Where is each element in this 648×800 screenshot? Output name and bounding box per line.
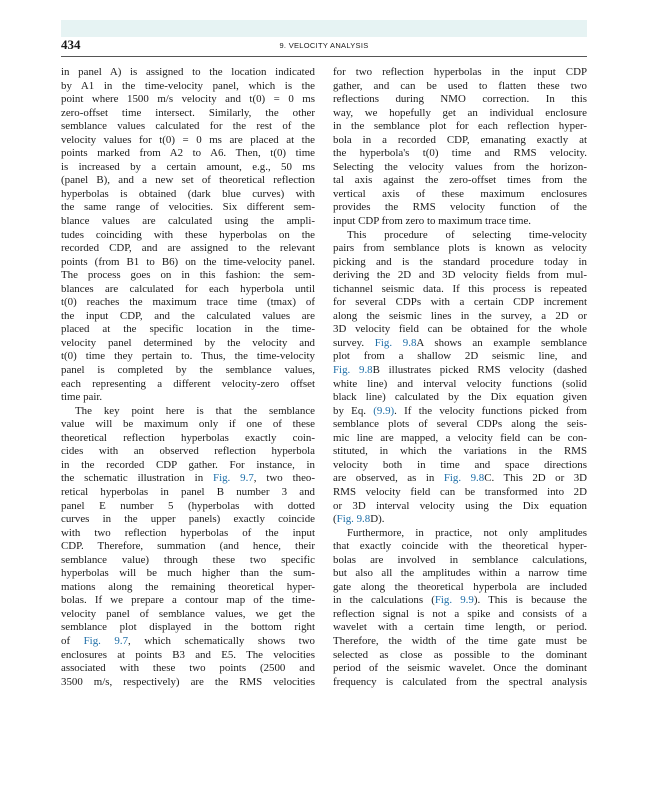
text-line: [61, 472, 315, 486]
text-line: blances are calculated for each hyperbola until: [61, 282, 315, 295]
text-line: associated with these two points (2500 and: [61, 662, 315, 675]
line-text: A shows an example semblance: [416, 336, 587, 349]
cross-reference-link[interactable]: Fig. 9.7: [213, 472, 254, 485]
line-text: . If the velocity functions picked from: [394, 404, 587, 417]
text-line: recorded CDP, and are assigned to the relevant: [61, 242, 315, 255]
text-line: vertical axis of these maximum enclosures: [333, 187, 587, 200]
line-text: ). This is because the: [473, 594, 587, 607]
text-line: semblance plots of several CDPs along the seis-: [333, 418, 587, 431]
text-line: tal axis against the zero-offset times from the: [333, 174, 587, 187]
text-line: Selecting the velocity values from the horizon-: [333, 160, 587, 173]
header-rule: [61, 56, 587, 57]
text-line: the input CDP, and the calculated values are: [61, 309, 315, 322]
text-line: points marked from A2 to A6. Then, t(0) time: [61, 147, 315, 160]
text-line: pairs from semblance plots is known as velocity: [333, 242, 587, 255]
text-line: reflections during NMO correction. In this: [333, 93, 587, 106]
text-line: placed at the specific location in the time-: [61, 323, 315, 336]
cross-reference-link[interactable]: Fig. 9.8: [336, 513, 371, 526]
text-line: points (from B1 to B6) on the time-velocity panel.: [61, 255, 315, 268]
line-text: the schematic illustration in: [61, 472, 214, 485]
text-line: [333, 337, 587, 351]
line-text: survey.: [333, 336, 375, 349]
text-line: or 3D interval velocity using the Dix equation: [333, 499, 587, 512]
text-line: provides the RMS velocity function of the: [333, 201, 587, 214]
text-line: picking and is the standard procedure today in: [333, 255, 587, 268]
text-line: is increased by a certain amount, e.g., 50 ms: [61, 160, 315, 173]
page-number: 434: [61, 37, 81, 52]
text-line: [333, 513, 587, 527]
text-line: mic line are mapped, a velocity field can be con-: [333, 431, 587, 444]
text-line: velocity values for t(0) = 0 ms are placed at the: [61, 133, 315, 146]
text-line: Furthermore, in practice, not only amplitudes: [347, 526, 587, 539]
text-line: in the semblance plot for each reflection hyper-: [333, 120, 587, 133]
text-line: plot from a shallow 2D seismic line, and: [333, 350, 587, 363]
text-line: This procedure of selecting time-velocity: [347, 228, 587, 241]
line-text: D).: [370, 513, 385, 526]
text-line: (panel B), and a new set of theoretical reflection: [61, 174, 315, 187]
text-line: way, we hopefully get an individual enclosure: [333, 106, 587, 119]
text-line: cides with an observed reflection hyperbola: [61, 445, 315, 458]
text-line: the hyperbola's t(0) time and RMS velocity.: [333, 147, 587, 160]
text-line: hyperbolas is obtained (dark blue curves) with: [61, 187, 315, 200]
text-line: stituted, in which the variations in the RMS: [333, 445, 587, 458]
text-line: bolas are involved in semblance calculations,: [333, 553, 587, 566]
text-line: but also all the amplitudes within a narrow time: [333, 567, 587, 580]
text-line: [333, 472, 587, 486]
text-line: along the seismic lines in the survey, a 2D or: [333, 309, 587, 322]
text-line: retical hyperbolas in panel B number 3 and: [61, 485, 315, 498]
text-line: for several CDPs with a certain CDP increment: [333, 296, 587, 309]
text-line: period of the seismic wavelet. Once the dominant: [333, 662, 587, 675]
line-text: are observed, as in: [333, 472, 444, 485]
text-line: deriving the 2D and 3D velocity fields from mul-: [333, 269, 587, 282]
text-line: zero-offset time intersect. Similarly, the other: [61, 106, 315, 119]
text-line: with two reflection hyperbolas of the input: [61, 526, 315, 539]
line-text: in the calculations (: [333, 594, 435, 607]
text-line: mations along the remaining theoretical hyper-: [61, 580, 315, 593]
text-line: t(0) reaches the maximum trace time (tmax) of: [61, 296, 315, 309]
text-line: semblance values calculated for the rest of the: [61, 120, 315, 133]
text-line: [333, 594, 587, 608]
text-line: [333, 405, 587, 419]
text-line: point where 1500 m/s velocity and t(0) = 0 ms: [61, 93, 315, 106]
line-text: of: [61, 634, 84, 647]
text-line: frequency is calculated from the spectral analysis: [333, 675, 587, 688]
text-line: RMS velocity field can be transformed into 2D: [333, 485, 587, 498]
text-line: semblance value) through these two specific: [61, 553, 315, 566]
text-line: curves in the upper panels) exactly coincide: [61, 513, 315, 526]
text-line: velocity panel of semblance values, we get the: [61, 607, 315, 620]
text-line: bolas. If we prepare a contour map of the time-: [61, 594, 315, 607]
text-line: The key point here is that the semblance: [75, 404, 315, 417]
text-line: reflection signal is not a spike and consists of a: [333, 607, 587, 620]
text-line: [333, 364, 587, 378]
text-line: wavelet with a certain time length, or period.: [333, 621, 587, 634]
line-text: , which schematically shows two: [128, 634, 316, 647]
text-line: tichannel seismic data. If this process is repeated: [333, 282, 587, 295]
cross-reference-link[interactable]: Fig. 9.8: [443, 472, 485, 485]
text-line: bola in a recorded CDP, emanating exactly at: [333, 133, 587, 146]
text-line: CDP. Therefore, summation (and hence, their: [61, 540, 315, 553]
text-line: black line) calculated by the Dix equation given: [333, 391, 587, 404]
text-line: panel is completed by the semblance values,: [61, 364, 315, 377]
text-line: tudes coinciding with these hyperbolas on the: [61, 228, 315, 241]
text-line: hyperbolas will be much higher than the sum-: [61, 567, 315, 580]
running-head: 9. VELOCITY ANALYSIS: [279, 41, 369, 50]
text-line: in panel A) is assigned to the location indicated: [61, 66, 315, 78]
line-text: C. This 2D or 3D: [484, 472, 588, 485]
text-line: the same range of velocities. Six different sem-: [61, 201, 315, 214]
cross-reference-link[interactable]: (9.9): [373, 404, 395, 417]
text-line: gather, and can be used to flatten these two: [333, 79, 587, 92]
text-line: t(0) time they pertain to. Thus, the time-velocity: [61, 350, 315, 363]
text-line: white line) and interval velocity functions (solid: [333, 377, 587, 390]
text-line: enclosures at points B3 and E5. The velocities: [61, 648, 315, 661]
cross-reference-link[interactable]: Fig. 9.7: [83, 634, 129, 647]
text-line: gate along the theoretical hyperbola are included: [333, 580, 587, 593]
right-column: [333, 66, 587, 689]
text-line: The process goes on in this fashion: the sem-: [61, 269, 315, 282]
text-line: Therefore, the width of the time gate must be: [333, 634, 587, 647]
text-line: panel E number 5 (hyperbolas with dotted: [61, 499, 315, 512]
left-column: [61, 66, 315, 689]
text-line: each representing a different velocity-zero offset: [61, 377, 315, 390]
text-line: [61, 635, 315, 649]
text-line: semblance plot displayed in the bottom right: [61, 621, 315, 634]
text-line: selected as close as possible to the dominant: [333, 648, 587, 661]
text-line: value will be maximum only if one of these: [61, 418, 315, 431]
text-line: velocity panel determined by the velocity and: [61, 336, 315, 349]
text-line: 3D velocity field can be obtained for the whole: [333, 323, 587, 336]
text-line: for two reflection hyperbolas in the input CDP: [333, 66, 587, 78]
line-text: (: [333, 513, 337, 526]
text-line: by A1 in the time-velocity panel, which is the: [61, 79, 315, 92]
line-text: , two theo-: [253, 472, 315, 485]
line-text: by Eq.: [333, 404, 374, 417]
cross-reference-link[interactable]: Fig. 9.8: [333, 364, 373, 377]
text-line: in the recorded CDP gather. For instance, in: [61, 458, 315, 471]
text-line: input CDP from zero to maximum trace time.: [333, 215, 532, 228]
text-line: that exactly coincide with the theoretical hyper-: [333, 540, 587, 553]
text-line: 3500 m/s, respectively) are the RMS velocities: [61, 675, 315, 688]
header-band: [61, 20, 587, 37]
text-line: blance values are calculated using the ampli-: [61, 215, 315, 228]
text-line: time pair.: [61, 391, 103, 404]
line-text: B illustrates picked RMS velocity (dashed: [372, 364, 587, 377]
text-line: velocity both in time and space directions: [333, 458, 587, 471]
text-line: theoretical reflection hyperbolas exactly coin-: [61, 431, 315, 444]
cross-reference-link[interactable]: Fig. 9.8: [374, 336, 417, 349]
cross-reference-link[interactable]: Fig. 9.9: [434, 594, 474, 607]
